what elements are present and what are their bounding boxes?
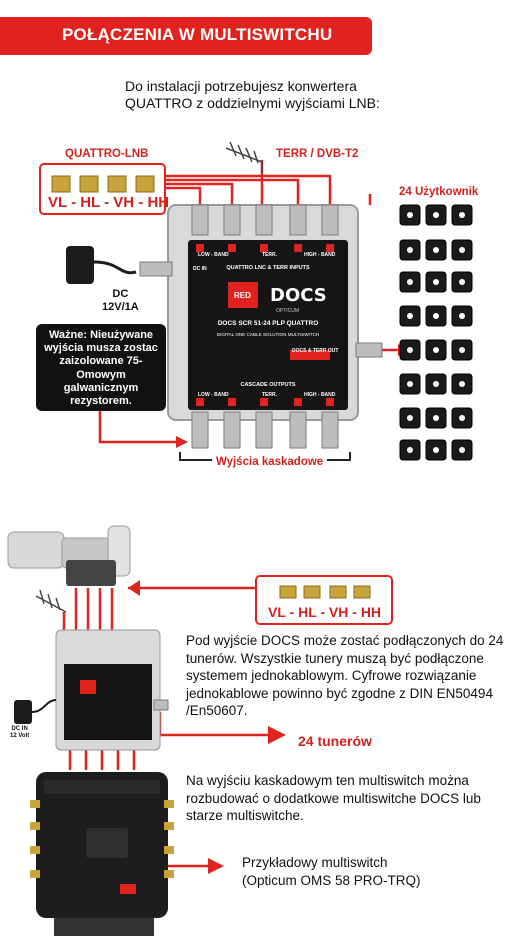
page-title: POŁĄCZENIA W MULTISWITCHU xyxy=(62,25,333,44)
docs-out-connector xyxy=(356,343,382,357)
terr-bottom: TERR. xyxy=(262,392,277,398)
paragraph-cascade: Na wyjściu kaskadowym ten multiswitch można rozbudować o dodatkowe multiswitche DOCS lub starze multiswitche. xyxy=(186,773,481,824)
intro-text: Do instalacji potrzebujesz konwertera QUATTRO z oddzielnymi wyjściami LNB: xyxy=(125,78,380,111)
power-supply-small-icon xyxy=(14,700,56,724)
band-low-top: LOW - BAND xyxy=(198,252,229,258)
red-brand-text: RED xyxy=(234,291,251,300)
multiswitch-small-panel xyxy=(64,664,152,740)
psu-label: DC 12V/1A xyxy=(102,288,139,313)
docs-logo: DOCS xyxy=(270,285,327,306)
band-low-bottom: LOW - BAND xyxy=(198,392,229,398)
terr-antenna-small-icon xyxy=(36,590,66,612)
band-high-top: HIGH - BAND xyxy=(304,252,336,258)
users-label: 24 Użytkownik xyxy=(399,186,479,198)
docs-out-text: DOCS & TERR OUT xyxy=(292,348,339,354)
quattro-lnb-label: QUATTRO-LNB xyxy=(65,148,149,160)
lnb-outputs-label-lower: VL - HL - VH - HH xyxy=(268,604,382,620)
user-outlet-grid xyxy=(400,205,472,460)
oms58-multiswitch-image xyxy=(30,772,174,936)
opticum-text: OPTICUM xyxy=(276,308,300,314)
model-text: DOCS SCR 51-24 PLP QUATTRO xyxy=(217,320,319,327)
device-subtitle: DIGITAL ONE CABLE SOLUTION MULTISWITCH xyxy=(216,332,320,337)
band-high-bottom: HIGH - BAND xyxy=(304,392,336,398)
tuners-label: 24 tunerów xyxy=(298,733,372,749)
power-supply-icon xyxy=(66,246,136,284)
lnb-outputs-label: VL - HL - VH - HH xyxy=(48,194,170,211)
inputs-header: QUATTRO LNC & TERR INPUTS xyxy=(226,265,310,271)
paragraph-docs: Pod wyjście DOCS może zostać podłączonych do 24 tunerów. Wszystkie tunery muszą być podłączone systemem jednokablowym. Cyfrowe rozwiązanie jednokablowe powinno być zgodne z DIN EN50494 /En50607. xyxy=(186,633,504,719)
dc-in-text: DC IN xyxy=(193,266,207,272)
quattro-lnb-image xyxy=(8,526,130,586)
paragraph-example: Przykładowy multiswitch (Opticum OMS 58 PRO-TRQ) xyxy=(242,855,421,888)
cascade-header: CASCADE OUTPUTS xyxy=(240,382,296,388)
terr-label: TERR / DVB-T2 xyxy=(276,148,359,160)
terr-top: TERR. xyxy=(262,252,277,258)
terr-antenna-icon xyxy=(226,142,262,172)
dc-in-connector xyxy=(140,262,172,276)
cascade-outputs-label: Wyjścia kaskadowe xyxy=(212,456,327,468)
warning-box: Ważne: Nieużywane wyjścia musza zostac zaizolowane 75- Omowym galwanicznym rezystorem. xyxy=(36,324,166,411)
psu-small-label: DC IN 12 Volt xyxy=(10,726,30,739)
